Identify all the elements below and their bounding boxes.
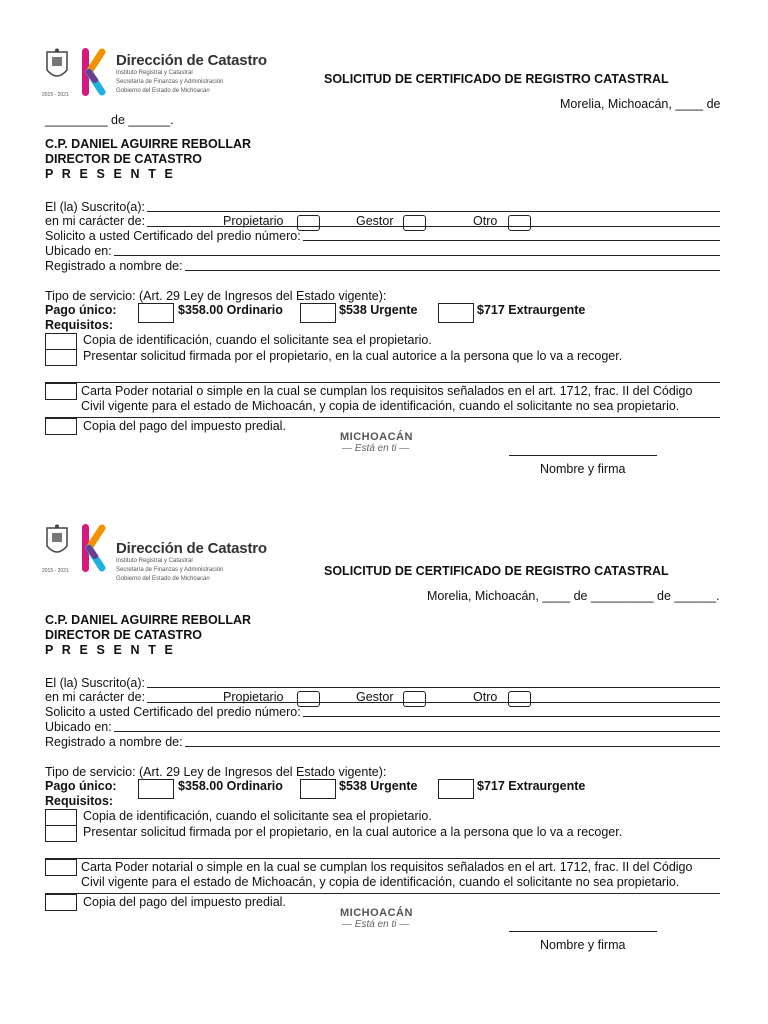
presente-heading: P R E S E N T E [45,643,176,657]
predio-number-field[interactable] [303,229,720,241]
seal-years: 2015 - 2021 [42,92,69,98]
certificate-request-form-1 [0,0,768,476]
logo-subtitle-3: Gobierno del Estado de Michoacán [116,576,210,582]
solicito-label: Solicito a usted Certificado del predio número: [45,705,301,719]
esta-en-ti-tagline: — Está en ti — [342,919,410,930]
recipient-role: DIRECTOR DE CATASTRO [45,628,202,642]
presente-heading: P R E S E N T E [45,167,176,181]
checkbox-ordinario[interactable] [138,303,174,323]
recipient-role: DIRECTOR DE CATASTRO [45,152,202,166]
req2-text: Presentar solicitud firmada por el propietario, en la cual autorice a la persona que lo va a recoger. [83,825,623,839]
suscrito-field[interactable] [147,200,720,212]
registrado-row [45,735,720,749]
certificate-request-form-2 [0,476,768,952]
req1-checkbox[interactable] [45,333,77,350]
predio-number-field[interactable] [303,705,720,717]
ubicado-row [45,244,720,258]
option-otro-label: Otro [473,690,498,704]
option-otro-label: Otro [473,214,498,228]
logo-subtitle-2: Secretaría de Finanzas y Administración [116,567,224,573]
registrado-row [45,259,720,273]
tipo-servicio-label: Tipo de servicio: (Art. 29 Ley de Ingresos del Estado vigente): [45,289,387,303]
signature-line[interactable] [509,455,657,456]
ubicado-field[interactable] [114,720,720,732]
document-title: SOLICITUD DE CERTIFICADO DE REGISTRO CATASTRAL [324,72,669,86]
logo-subtitle-3: Gobierno del Estado de Michoacán [116,88,210,94]
michoacan-logo-text: MICHOACÁN [340,907,413,919]
req2-text: Presentar solicitud firmada por el propietario, en la cual autorice a la persona que lo va a recoger. [83,349,623,363]
pago-unico-label: Pago único: [45,779,117,793]
date-line: Morelia, Michoacán, ____ de _________ de ______. [427,589,720,603]
signature-line[interactable] [509,931,657,932]
req2-checkbox[interactable] [45,349,77,366]
caracter-underline [147,692,720,703]
suscrito-row [45,200,720,214]
price-ordinario: $358.00 Ordinario [178,303,283,317]
price-urgente: $538 Urgente [339,303,418,317]
pago-unico-label: Pago único: [45,303,117,317]
req3-text-line-2: Civil vigente para el estado de Michoacán, y copia de identificación, cuando el solicitante no sea propietario. [81,875,680,889]
michoacan-logo-text: MICHOACÁN [340,431,413,443]
registrado-label: Registrado a nombre de: [45,259,183,273]
signature-caption: Nombre y firma [540,462,626,476]
solicito-row [45,705,720,719]
price-urgente: $538 Urgente [339,779,418,793]
req1-checkbox[interactable] [45,809,77,826]
requisitos-heading: Requisitos: [45,318,114,332]
req4-checkbox[interactable] [45,894,77,911]
req3-top-rule [45,382,720,383]
req3-checkbox[interactable] [45,859,77,876]
tipo-servicio-label: Tipo de servicio: (Art. 29 Ley de Ingresos del Estado vigente): [45,765,387,779]
k-logo-icon [80,522,106,574]
option-propietario-label: Propietario [223,690,284,704]
req3-text-line-2: Civil vigente para el estado de Michoacán, y copia de identificación, cuando el solicitante no sea propietario. [81,399,680,413]
date-line-part-2: _________ de ______. [45,113,174,127]
price-extraurgente: $717 Extraurgente [477,779,586,793]
suscrito-label: El (la) Suscrito(a): [45,676,146,690]
suscrito-label: El (la) Suscrito(a): [45,200,146,214]
document-title: SOLICITUD DE CERTIFICADO DE REGISTRO CATASTRAL [324,564,669,578]
req4-top-rule [45,417,720,418]
state-seal-icon [44,524,70,558]
date-line-part-1: Morelia, Michoacán, ____ de [560,97,721,111]
logo-subtitle-1: Instituto Registral y Catastral [116,70,193,76]
logo-subtitle-2: Secretaría de Finanzas y Administración [116,79,224,85]
solicito-row [45,229,720,243]
recipient-name: C.P. DANIEL AGUIRRE REBOLLAR [45,137,252,151]
price-ordinario: $358.00 Ordinario [178,779,283,793]
k-logo-icon [80,46,106,98]
checkbox-urgente[interactable] [300,303,336,323]
esta-en-ti-tagline: — Está en ti — [342,443,410,454]
req3-top-rule [45,858,720,859]
caracter-underline [147,216,720,227]
solicito-label: Solicito a usted Certificado del predio número: [45,229,301,243]
checkbox-extraurgente[interactable] [438,779,474,799]
ubicado-label: Ubicado en: [45,244,112,258]
registrado-field[interactable] [185,735,720,747]
req1-text: Copia de identificación, cuando el solicitante sea el propietario. [83,333,432,347]
checkbox-ordinario[interactable] [138,779,174,799]
req4-checkbox[interactable] [45,418,77,435]
caracter-label: en mi carácter de: [45,690,146,704]
checkbox-urgente[interactable] [300,779,336,799]
req4-text: Copia del pago del impuesto predial. [83,895,286,909]
ubicado-field[interactable] [114,244,720,256]
option-gestor-label: Gestor [356,214,394,228]
seal-years: 2015 - 2021 [42,568,69,574]
ubicado-label: Ubicado en: [45,720,112,734]
req4-text: Copia del pago del impuesto predial. [83,419,286,433]
logo-title: Dirección de Catastro [116,52,267,69]
req4-top-rule [45,893,720,894]
suscrito-field[interactable] [147,676,720,688]
suscrito-row [45,676,720,690]
logo-subtitle-1: Instituto Registral y Catastral [116,558,193,564]
registrado-label: Registrado a nombre de: [45,735,183,749]
req2-checkbox[interactable] [45,825,77,842]
option-propietario-label: Propietario [223,214,284,228]
req3-text-line-1: Carta Poder notarial o simple en la cual se cumplan los requisitos señalados en el art. 1712, frac. II del Código [81,384,693,398]
option-gestor-label: Gestor [356,690,394,704]
req1-text: Copia de identificación, cuando el solicitante sea el propietario. [83,809,432,823]
logo-title: Dirección de Catastro [116,540,267,557]
registrado-field[interactable] [185,259,720,271]
checkbox-extraurgente[interactable] [438,303,474,323]
req3-checkbox[interactable] [45,383,77,400]
requisitos-heading: Requisitos: [45,794,114,808]
price-extraurgente: $717 Extraurgente [477,303,586,317]
caracter-label: en mi carácter de: [45,214,146,228]
signature-caption: Nombre y firma [540,938,626,952]
ubicado-row [45,720,720,734]
recipient-name: C.P. DANIEL AGUIRRE REBOLLAR [45,613,252,627]
state-seal-icon [44,48,70,82]
req3-text-line-1: Carta Poder notarial o simple en la cual se cumplan los requisitos señalados en el art. 1712, frac. II del Código [81,860,693,874]
